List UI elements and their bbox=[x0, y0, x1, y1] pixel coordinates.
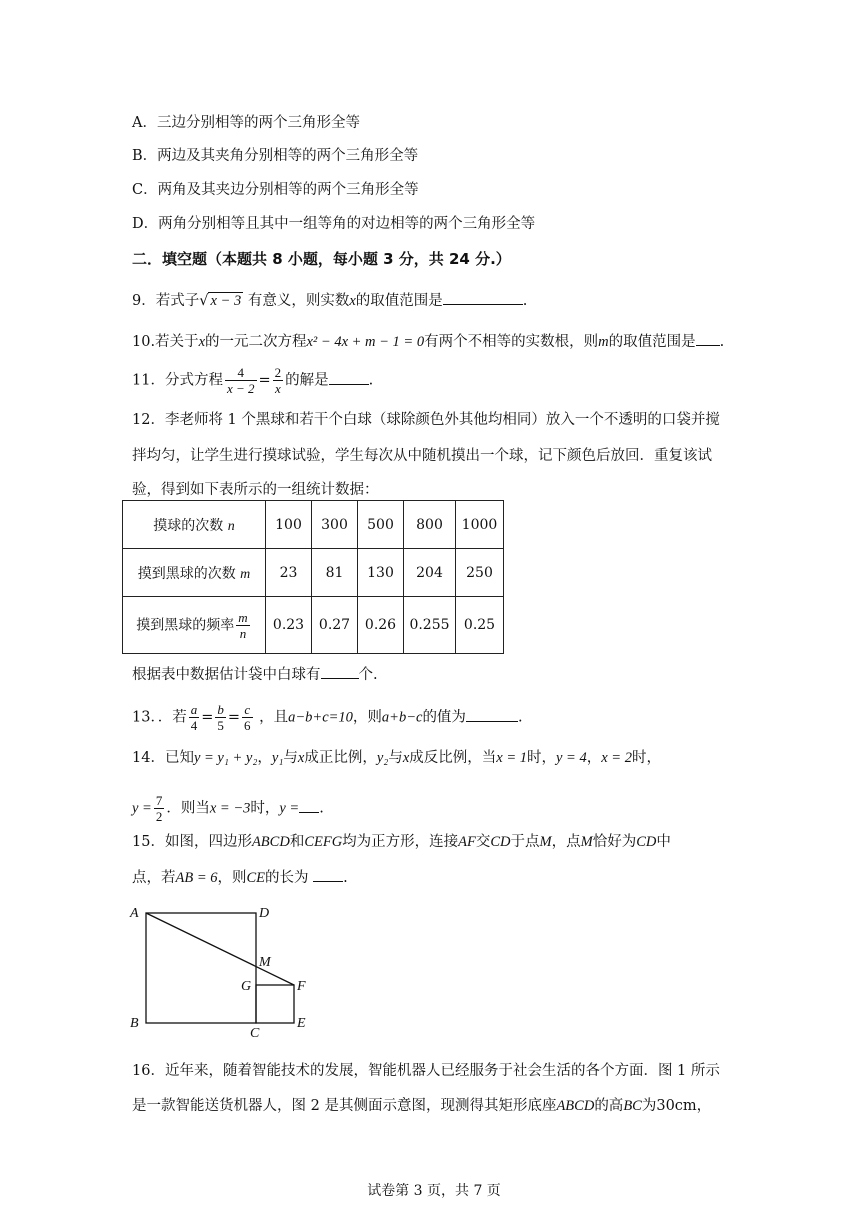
label-g: G bbox=[241, 979, 252, 994]
question-12-ask: 根据表中数据估计袋中白球有 个. bbox=[132, 663, 378, 685]
table-cell: 0.23 bbox=[266, 597, 312, 654]
question-11: 11．分式方程 $\frac{4}{x - 2}$ = $\frac{2}{x}$ 的解是 . bbox=[132, 365, 374, 396]
table-cell: 0.25 bbox=[456, 597, 504, 654]
statistics-table bbox=[122, 500, 504, 654]
segment-af bbox=[146, 913, 294, 985]
fraction: $\frac{7}{2}$ bbox=[155, 793, 163, 824]
question-10: 10.若关于x的一元二次方程x² − 4x + m − 1 = 0有两个不相等的实数根，则m的取值范围是 . bbox=[132, 330, 724, 352]
option-c: C．两角及其夹边分别相等的两个三角形全等 bbox=[132, 182, 419, 198]
label-f: F bbox=[297, 979, 306, 994]
fraction: $\frac{2}{x}$ bbox=[274, 365, 282, 396]
label-c: C bbox=[250, 1026, 260, 1041]
table-cell: 250 bbox=[456, 549, 504, 597]
answer-blank bbox=[313, 866, 343, 882]
question-12-line3: 验，得到如下表所示的一组统计数据： bbox=[132, 482, 379, 498]
row-label: 摸到黑球的频率 $\frac{m}{n}$ bbox=[123, 597, 266, 654]
table-row bbox=[123, 597, 504, 654]
fraction: $\frac{a}{4}$ bbox=[190, 702, 198, 733]
table-cell: 0.27 bbox=[312, 597, 358, 654]
answer-blank bbox=[329, 369, 369, 385]
table-cell: 130 bbox=[358, 549, 404, 597]
table-cell: 204 bbox=[404, 549, 456, 597]
label-m: M bbox=[259, 955, 271, 970]
question-15-line1: 15．如图，四边形ABCD和CEFG均为正方形，连接AF交CD于点M，点M恰好为CD中 bbox=[132, 834, 671, 850]
option-a: A．三边分别相等的两个三角形全等 bbox=[132, 115, 360, 131]
question-16-line1: 16．近年来，随着智能技术的发展，智能机器人已经服务于社会生活的各个方面．图 1 所示 bbox=[132, 1063, 720, 1079]
answer-blank bbox=[466, 706, 518, 722]
table-cell: 1000 bbox=[456, 501, 504, 549]
row-label: 摸到黑球的次数 m bbox=[123, 549, 266, 597]
fraction: $\frac{b}{5}$ bbox=[217, 702, 224, 733]
table-cell: 0.26 bbox=[358, 597, 404, 654]
square-abcd bbox=[146, 913, 256, 1023]
table-row bbox=[123, 549, 504, 597]
section2-heading: 二．填空题（本题共 8 小题，每小题 3 分，共 24 分.） bbox=[132, 250, 511, 268]
answer-blank bbox=[299, 797, 319, 813]
answer-blank bbox=[321, 663, 359, 679]
label-b: B bbox=[130, 1016, 139, 1031]
question-14-line1: 14．已知y = y₁ + y₂，y₁与x成正比例，y₂与x成反比例，当x = 1时，y = 4，x = 2时， bbox=[132, 750, 661, 766]
table-cell: 500 bbox=[358, 501, 404, 549]
question-14-line2: y = $\frac{7}{2}$ ．则当x = −3时，y = . bbox=[132, 793, 324, 824]
question-9: 9．若式子√ x − 3 有意义，则实数x的取值范围是 . bbox=[132, 289, 527, 311]
table-row bbox=[123, 501, 504, 549]
label-d: D bbox=[259, 906, 270, 921]
fraction: $\frac{4}{x - 2}$ bbox=[226, 365, 255, 396]
table-cell: 23 bbox=[266, 549, 312, 597]
square-cefg bbox=[256, 985, 294, 1023]
table-cell: 0.255 bbox=[404, 597, 456, 654]
option-d: D．两角分别相等且其中一组等角的对边相等的两个三角形全等 bbox=[132, 216, 536, 232]
page-footer: 试卷第 3 页，共 7 页 bbox=[367, 1183, 501, 1199]
option-b: B．两边及其夹角分别相等的两个三角形全等 bbox=[132, 148, 419, 164]
row-label: 摸球的次数 n bbox=[123, 501, 266, 549]
table-cell: 300 bbox=[312, 501, 358, 549]
answer-blank bbox=[696, 330, 720, 346]
question-12-line1: 12．李老师将 1 个黑球和若干个白球（球除颜色外其他均相同）放入一个不透明的口袋并搅 bbox=[132, 412, 720, 428]
question-15-line2: 点，若AB = 6，则CE的长为 . bbox=[132, 866, 348, 888]
table-cell: 100 bbox=[266, 501, 312, 549]
fraction: $\frac{m}{n}$ bbox=[238, 609, 248, 641]
table-cell: 81 bbox=[312, 549, 358, 597]
question-12-line2: 拌均匀，让学生进行摸球试验，学生每次从中随机摸出一个球，记下颜色后放回．重复该试 bbox=[132, 448, 712, 464]
answer-blank bbox=[443, 289, 523, 305]
sqrt-radicand: x − 3 bbox=[210, 293, 242, 309]
question-16-line2: 是一款智能送货机器人，图 2 是其侧面示意图，现测得其矩形底座ABCD的高BC为30cm， bbox=[132, 1098, 712, 1114]
table-cell: 800 bbox=[404, 501, 456, 549]
question-13: 13．．若 $\frac{a}{4}$ = $\frac{b}{5}$ = $\frac{c}{6}$ ，且a−b+c=10，则a+b−c的值为 . bbox=[132, 702, 523, 733]
label-e: E bbox=[297, 1016, 306, 1031]
label-a: A bbox=[130, 906, 139, 921]
squares-figure bbox=[118, 900, 328, 1045]
fraction: $\frac{c}{6}$ bbox=[244, 702, 251, 733]
